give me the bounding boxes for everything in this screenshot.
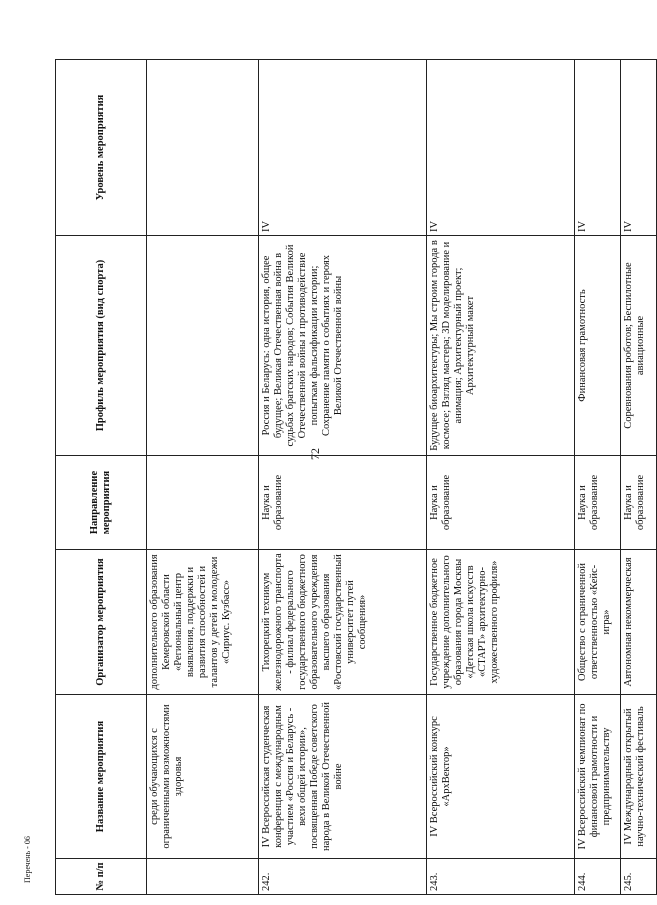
row-number: 245. bbox=[621, 859, 657, 895]
page-number: 72 bbox=[308, 448, 322, 460]
row-number: 242. bbox=[259, 859, 427, 895]
event-name: IV Всероссийская студенческая конференция с международным участием «Россия и Беларусь - вехи общей истории», посвященная Победе советского народа в Великой Отечественной войне bbox=[259, 695, 427, 859]
row-number: 243. bbox=[427, 859, 575, 895]
header-direction: Направление мероприятия bbox=[56, 456, 147, 550]
event-direction bbox=[147, 456, 259, 550]
row-number: 244. bbox=[575, 859, 621, 895]
table-row bbox=[259, 60, 427, 895]
event-direction: Наука и образование bbox=[427, 456, 575, 550]
header-organizer: Организатор мероприятия bbox=[56, 550, 147, 695]
table-row bbox=[147, 60, 259, 895]
row-number bbox=[147, 859, 259, 895]
event-profile: Соревнования роботов; Беспилотные авиационные bbox=[621, 236, 657, 456]
event-name: IV Всероссийский чемпионат по финансовой грамотности и предпринимательству bbox=[575, 695, 621, 859]
event-name: среди обучающихся с ограниченными возможностями здоровья bbox=[147, 695, 259, 859]
event-organizer: Государственное бюджетное учреждение дополнительного образования города Москвы «Детская школа искусств «СТАРТ» архитектурно-художественного профиля» bbox=[427, 550, 575, 695]
event-direction: Наука и образование bbox=[259, 456, 427, 550]
table-header-row bbox=[56, 60, 147, 895]
footer-note: Перечень - 06 bbox=[23, 836, 32, 883]
event-direction: Наука и образование bbox=[621, 456, 657, 550]
event-level bbox=[147, 60, 259, 236]
header-event-name: Название мероприятия bbox=[56, 695, 147, 859]
header-level: Уровень мероприятия bbox=[56, 60, 147, 236]
event-direction: Наука и образование bbox=[575, 456, 621, 550]
event-level: IV bbox=[621, 60, 657, 236]
events-table bbox=[55, 59, 657, 895]
table-row bbox=[621, 60, 657, 895]
header-number: № п/п bbox=[56, 859, 147, 895]
event-profile: Россия и Беларусь: одна история, общее будущее; Великая Отечественная война в судьбах братских народов; События Великой Отечественной войны и противодействие попыткам фальсификации истории; Сохранение памяти о событиях и героях Великой Отечественной войны bbox=[259, 236, 427, 456]
event-organizer: Общество с ограниченной ответственностью «Кейс-игра» bbox=[575, 550, 621, 695]
event-profile: Финансовая грамотность bbox=[575, 236, 621, 456]
event-organizer: Автономная некоммерческая bbox=[621, 550, 657, 695]
table-container bbox=[55, 60, 646, 895]
event-level: IV bbox=[427, 60, 575, 236]
event-organizer: Тихорецкий техникум железнодорожного транспорта - филиал федерального государственного бюджетного образовательного учреждения высшего образования «Ростовский государственный университет путей сообщения» bbox=[259, 550, 427, 695]
event-organizer: дополнительного образования Кемеровской области «Региональный центр выявления, поддержки и развития способностей и талантов у детей и молодежи «Сириус. Кузбасс» bbox=[147, 550, 259, 695]
event-profile: Будущее биоархитектуры; Мы строим города в космосе; Взгляд мастера; 3D моделирование и анимация; Архитектурный проект; Архитектурный макет bbox=[427, 236, 575, 456]
table-row bbox=[575, 60, 621, 895]
event-profile bbox=[147, 236, 259, 456]
event-name: IV Всероссийский конкурс «АрхВектор» bbox=[427, 695, 575, 859]
event-level: IV bbox=[259, 60, 427, 236]
header-profile: Профиль мероприятия (вид спорта) bbox=[56, 236, 147, 456]
event-name: IV Международный открытый научно-технический фестиваль bbox=[621, 695, 657, 859]
table-row bbox=[427, 60, 575, 895]
event-level: IV bbox=[575, 60, 621, 236]
